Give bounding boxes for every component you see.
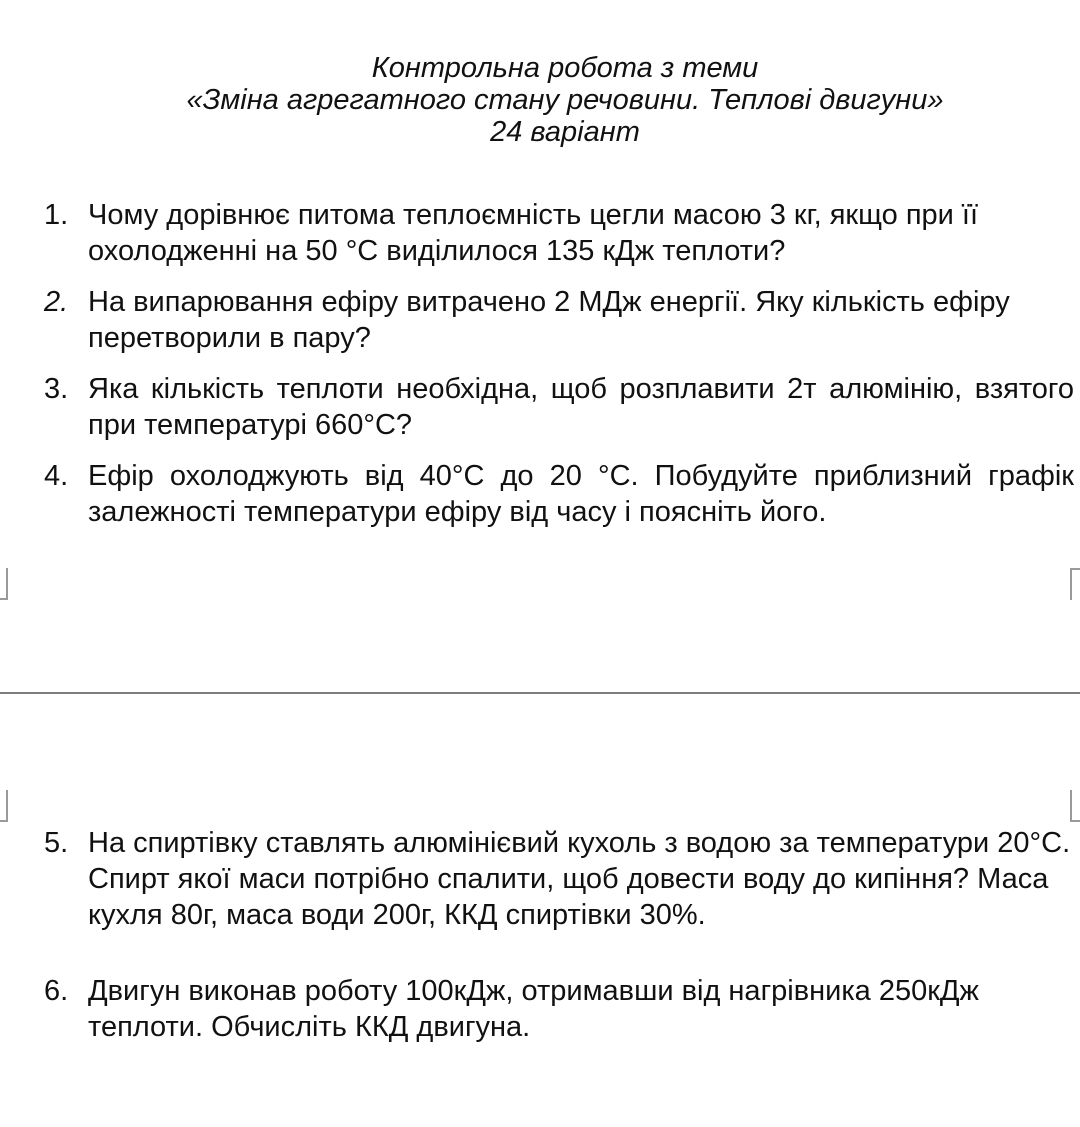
task-number: 6.: [44, 975, 69, 1007]
page-break-divider: [0, 692, 1080, 694]
title-line-1: Контрольна робота з теми: [371, 52, 759, 84]
task-item-3: [44, 371, 1074, 443]
task-number: 1.: [44, 199, 69, 231]
margin-corner-mark: [0, 568, 8, 600]
task-text: Чому дорівнює питома теплоємність цегли масою 3 кг, якщо при її охолодженні на 50 °С виділилося 135 кДж теплоти?: [88, 199, 979, 267]
title-line-2: «Зміна агрегатного стану речовини. Теплові двигуни»: [186, 84, 944, 116]
task-item-4: [44, 458, 1074, 530]
task-item-1: [44, 197, 1074, 269]
task-item-5: [44, 825, 1074, 933]
task-text: Ефір охолоджують від 40°С до 20 °С. Побудуйте приблизний графік залежності температури ефіру від часу і поясніть його.: [88, 460, 1074, 528]
task-item-2: [44, 284, 1074, 356]
margin-corner-mark: [0, 790, 8, 822]
task-number: 5.: [44, 827, 69, 859]
task-text: На спиртівку ставлять алюмінієвий кухоль з водою за температури 20°С. Спирт якої маси потрібно спалити, щоб довести воду до кипіння? Маса кухля 80г, маса води 200г, ККД спиртівки 30%.: [88, 827, 1071, 931]
task-number: 4.: [44, 460, 69, 492]
task-text: Яка кількість теплоти необхідна, щоб розплавити 2т алюмінію, взятого при температурі 660°С?: [88, 373, 1074, 441]
task-text: Двигун виконав роботу 100кДж, отримавши від нагрівника 250кДж теплоти. Обчисліть ККД двигуна.: [88, 975, 979, 1043]
task-text: На випарювання ефіру витрачено 2 МДж енергії. Яку кількість ефіру перетворили в пару?: [88, 286, 1010, 354]
margin-corner-mark: [1070, 790, 1080, 822]
margin-corner-mark: [1070, 568, 1080, 600]
title-line-3: 24 варіант: [490, 116, 640, 148]
task-number: 3.: [44, 373, 69, 405]
task-number: 2.: [44, 286, 69, 318]
document-title: [0, 52, 1080, 148]
task-item-6: [44, 973, 1074, 1045]
